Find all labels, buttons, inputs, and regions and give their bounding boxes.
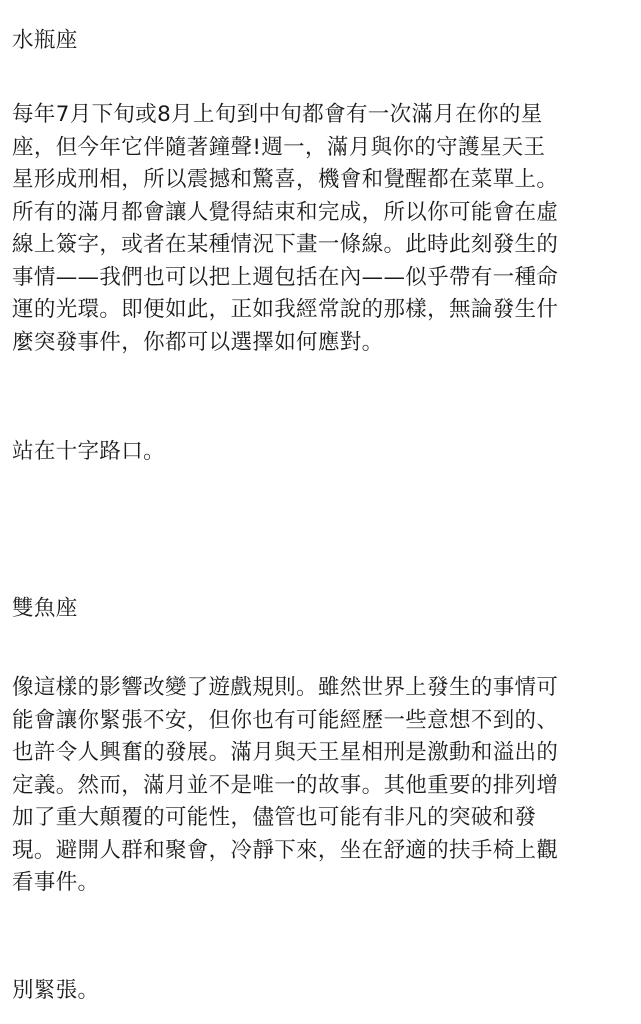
body-line: 座，但今年它伴隨著鐘聲!週一，滿月與你的守護星天王 <box>12 134 546 160</box>
body-line: 加了重大顛覆的可能性，儘管也可能有非凡的突破和發 <box>12 805 537 830</box>
section-body <box>12 672 558 900</box>
section-closing: 站在十字路口。 <box>12 439 165 464</box>
body-line: 所有的滿月都會讓人覺得結束和完成，所以你可能會在虛 <box>12 199 559 225</box>
body-line: 像這樣的影響改變了遊戲規則。雖然世界上發生的事情可 <box>12 675 559 700</box>
body-line: 能會讓你緊張不安，但你也有可能經歷一些意想不到的、 <box>12 707 559 733</box>
section-closing: 別緊張。 <box>12 978 100 1003</box>
body-line: 也許令人興奮的發展。滿月與天王星相刑是激動和溢出的 <box>12 740 559 765</box>
body-line: 定義。然而，滿月並不是唯一的故事。其他重要的排列增 <box>12 772 559 798</box>
section-body <box>12 99 558 359</box>
body-line: 麼突發事件，你都可以選擇如何應對。 <box>12 329 384 355</box>
body-line: 星形成刑相，所以震撼和驚喜，機會和覺醒都在菜單上。 <box>12 167 559 192</box>
body-line: 線上簽字，或者在某種情況下畫一條線。此時此刻發生的 <box>12 232 559 257</box>
section-heading: 水瓶座 <box>12 28 78 53</box>
body-line: 看事件。 <box>12 870 100 895</box>
body-line: 每年7月下旬或8月上旬到中旬都會有一次滿月在你的星 <box>12 102 543 127</box>
body-line: 現。避開人群和聚會，冷靜下來，坐在舒適的扶手椅上觀 <box>12 837 559 863</box>
section-heading: 雙魚座 <box>12 596 78 621</box>
body-line: 運的光環。即便如此，正如我經常說的那樣，無論發生什 <box>12 297 559 322</box>
body-line: 事情——我們也可以把上週包括在內——似乎帶有一種命 <box>12 264 559 290</box>
